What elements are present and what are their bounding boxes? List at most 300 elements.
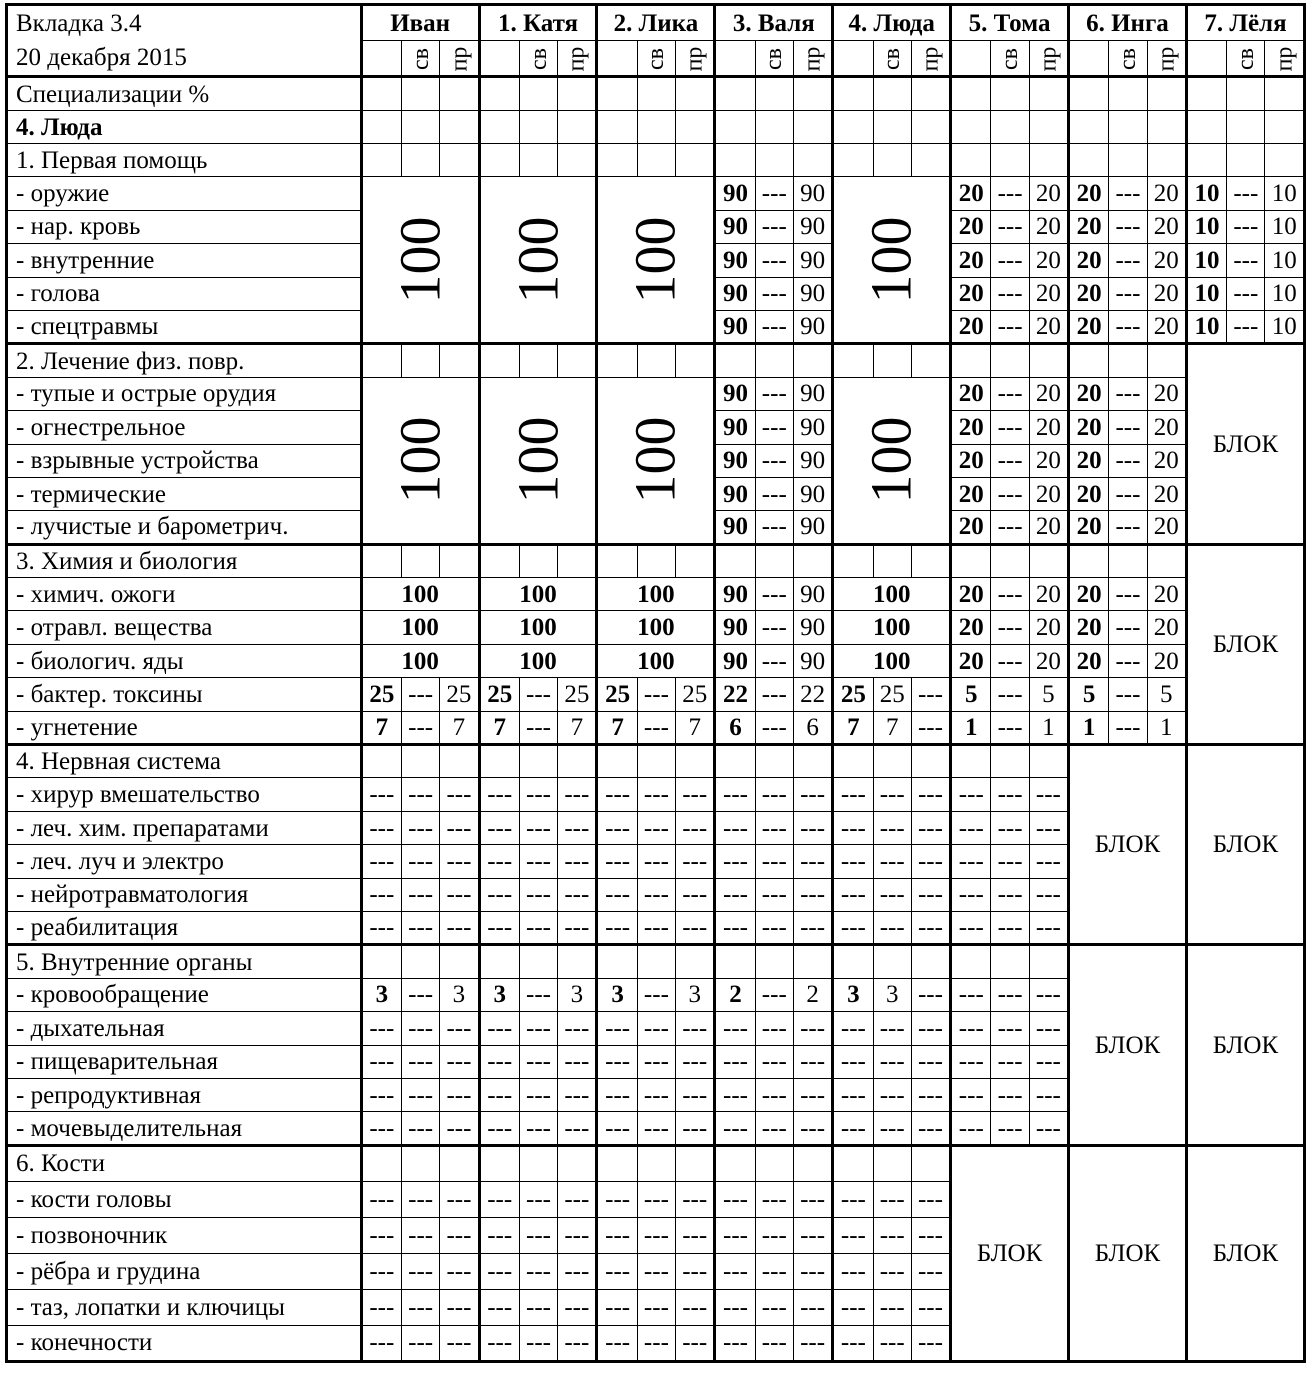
dash-cell: --- [873, 845, 911, 878]
subheader-pr [1029, 41, 1068, 77]
empty-cell [715, 544, 755, 577]
dash-cell: --- [1029, 1112, 1068, 1145]
dash-cell: --- [911, 778, 950, 811]
empty-cell [911, 945, 950, 978]
score-cell: --- [911, 711, 950, 744]
dash-cell: --- [755, 1325, 793, 1361]
empty-cell [597, 1145, 637, 1181]
dash-cell: --- [519, 778, 557, 811]
score-cell: 10 [1265, 277, 1305, 310]
empty-cell [402, 77, 440, 111]
full-score-value: 100 [505, 216, 571, 304]
score-cell: 7 [833, 711, 873, 744]
full-score-value: 100 [622, 216, 688, 304]
score-cell: --- [1109, 644, 1147, 677]
score-cell: --- [991, 711, 1029, 744]
score-cell: 20 [1069, 310, 1109, 343]
header-row-names [7, 5, 1305, 41]
dash-cell: --- [361, 911, 401, 944]
dash-cell: --- [597, 1045, 637, 1078]
dash-cell: --- [440, 845, 479, 878]
row-label: 4. Нервная система [7, 745, 362, 778]
score-cell: 25 [361, 678, 401, 711]
dash-cell: --- [833, 1325, 873, 1361]
empty-cell [991, 77, 1029, 111]
empty-cell [715, 1145, 755, 1181]
empty-cell [991, 344, 1029, 377]
dash-cell: --- [519, 1078, 557, 1111]
subheader-pr-label: пр [1035, 46, 1062, 71]
subheader-sv-label: св [761, 47, 788, 70]
dash-cell: --- [715, 778, 755, 811]
dash-cell: --- [911, 1289, 950, 1325]
dash-cell: --- [597, 811, 637, 844]
dash-cell: --- [479, 1012, 519, 1045]
dash-cell: --- [833, 1289, 873, 1325]
dash-cell: --- [676, 811, 715, 844]
row-label: - репродуктивная [7, 1078, 362, 1111]
score-cell: 20 [1029, 511, 1068, 544]
dash-cell: --- [597, 911, 637, 944]
dash-cell: --- [873, 911, 911, 944]
score-cell: --- [991, 644, 1029, 677]
row-label: - нейротравматология [7, 878, 362, 911]
empty-cell [793, 544, 832, 577]
score-cell: --- [755, 578, 793, 611]
dash-cell: --- [676, 1181, 715, 1217]
dash-cell: --- [519, 1253, 557, 1289]
dash-cell: --- [479, 1289, 519, 1325]
score-cell: 20 [1069, 210, 1109, 243]
score-cell: 20 [1147, 277, 1186, 310]
score-cell: 20 [1147, 578, 1186, 611]
dash-cell: --- [479, 911, 519, 944]
dash-cell: --- [597, 1253, 637, 1289]
full-score-value: 100 [505, 416, 571, 504]
dash-cell: --- [637, 978, 675, 1011]
score-cell: 90 [715, 578, 755, 611]
empty-cell [793, 1145, 832, 1181]
empty-cell [402, 945, 440, 978]
score-cell: --- [911, 678, 950, 711]
blocked-block: БЛОК [1186, 1145, 1304, 1361]
dash-cell: --- [402, 1181, 440, 1217]
dash-cell: --- [833, 778, 873, 811]
score-cell: --- [991, 477, 1029, 510]
empty-cell [715, 77, 755, 111]
row-label: - тупые и острые орудия [7, 377, 362, 410]
empty-cell [440, 544, 479, 577]
score-cell: 6 [793, 711, 832, 744]
score-cell: 20 [1147, 310, 1186, 343]
score-cell: 20 [951, 644, 991, 677]
score-cell: 20 [1069, 244, 1109, 277]
blocked-block: БЛОК [1069, 945, 1187, 1145]
score-cell: 90 [715, 477, 755, 510]
full-score-block [597, 177, 715, 344]
score-cell: --- [755, 444, 793, 477]
dash-cell: --- [440, 1289, 479, 1325]
empty-cell [361, 144, 401, 177]
score-cell: 3 [873, 978, 911, 1011]
dash-cell: --- [479, 845, 519, 878]
empty-cell [637, 945, 675, 978]
empty-cell [519, 1145, 557, 1181]
blocked-block: БЛОК [951, 1145, 1069, 1361]
subheader-sv [637, 41, 675, 77]
dash-cell: --- [793, 1112, 832, 1145]
empty-cell [991, 544, 1029, 577]
dash-cell: --- [1029, 778, 1068, 811]
row-label: 1. Первая помощь [7, 144, 362, 177]
dash-cell: --- [951, 911, 991, 944]
score-cell: 20 [1029, 210, 1068, 243]
score-cell: 90 [793, 210, 832, 243]
empty-cell [676, 111, 715, 144]
dash-cell: --- [637, 1045, 675, 1078]
dash-cell: --- [558, 778, 597, 811]
empty-cell [637, 544, 675, 577]
subheader-pr-label: пр [1271, 46, 1298, 71]
score-cell: --- [755, 477, 793, 510]
dash-cell: --- [991, 1045, 1029, 1078]
dash-cell: --- [637, 1217, 675, 1253]
score-cell: 20 [1069, 611, 1109, 644]
dash-cell: --- [558, 1078, 597, 1111]
score-cell: 90 [715, 210, 755, 243]
score-cell: --- [637, 678, 675, 711]
score-cell: 5 [1147, 678, 1186, 711]
empty-cell [637, 344, 675, 377]
row-label: - хирур вмешательство [7, 778, 362, 811]
dash-cell: --- [519, 1289, 557, 1325]
dash-cell: --- [911, 1181, 950, 1217]
dash-cell: --- [951, 1112, 991, 1145]
dash-cell: --- [402, 1112, 440, 1145]
score-cell: 90 [793, 444, 832, 477]
dash-cell: --- [873, 1325, 911, 1361]
dash-cell: --- [479, 1181, 519, 1217]
dash-cell: --- [873, 878, 911, 911]
dash-cell: --- [911, 1325, 950, 1361]
full-score-value: 100 [858, 216, 924, 304]
dash-cell: --- [558, 1181, 597, 1217]
dash-cell: --- [402, 1217, 440, 1253]
score-cell: --- [1109, 210, 1147, 243]
empty-cell [1147, 544, 1186, 577]
empty-cell [715, 111, 755, 144]
dash-cell: --- [440, 1078, 479, 1111]
dash-cell: --- [479, 811, 519, 844]
dash-cell: --- [873, 1217, 911, 1253]
empty-cell [519, 945, 557, 978]
empty-cell [1186, 77, 1226, 111]
empty-cell [873, 144, 911, 177]
blocked-block: БЛОК [1069, 1145, 1187, 1361]
dash-cell: --- [873, 1181, 911, 1217]
score-cell: 20 [951, 310, 991, 343]
dash-cell: --- [558, 1217, 597, 1253]
score-cell: --- [755, 511, 793, 544]
score-cell: 7 [558, 711, 597, 744]
dash-cell: --- [440, 1045, 479, 1078]
score-cell: 5 [1029, 678, 1068, 711]
table-row [7, 111, 1305, 144]
score-cell: 90 [793, 578, 832, 611]
column-header-person: 5. Тома [951, 5, 1069, 41]
full-score-block [361, 177, 479, 344]
blocked-block: БЛОК [1186, 945, 1304, 1145]
empty-cell [911, 745, 950, 778]
empty-cell [1109, 144, 1147, 177]
dash-cell: --- [755, 1289, 793, 1325]
score-cell: 90 [793, 244, 832, 277]
score-cell: 20 [1069, 644, 1109, 677]
dash-cell: --- [519, 811, 557, 844]
full-score-value: 100 [858, 416, 924, 504]
dash-cell: --- [715, 1078, 755, 1111]
score-cell: 2 [715, 978, 755, 1011]
empty-cell [1029, 544, 1068, 577]
row-label: - бактер. токсины [7, 678, 362, 711]
dash-cell: --- [833, 1181, 873, 1217]
score-cell: 10 [1186, 310, 1226, 343]
dash-cell: --- [676, 1045, 715, 1078]
table-row [7, 644, 1305, 677]
empty-cell [1186, 41, 1226, 77]
score-cell: 20 [1029, 644, 1068, 677]
dash-cell: --- [597, 1325, 637, 1361]
sheet-date: 20 декабря 2015 [7, 41, 362, 77]
empty-cell [558, 344, 597, 377]
empty-cell [1227, 111, 1265, 144]
score-cell: --- [1227, 310, 1265, 343]
full-score-cell: 100 [833, 578, 951, 611]
score-cell: --- [755, 210, 793, 243]
score-cell: 7 [479, 711, 519, 744]
empty-cell [833, 745, 873, 778]
score-cell: --- [755, 177, 793, 210]
score-cell: 20 [1029, 578, 1068, 611]
empty-cell [676, 544, 715, 577]
empty-cell [597, 111, 637, 144]
empty-cell [440, 144, 479, 177]
dash-cell: --- [597, 1078, 637, 1111]
empty-cell [402, 111, 440, 144]
dash-cell: --- [597, 1217, 637, 1253]
dash-cell: --- [402, 878, 440, 911]
dash-cell: --- [637, 1325, 675, 1361]
score-cell: 20 [1147, 210, 1186, 243]
score-cell: 20 [1147, 477, 1186, 510]
dash-cell: --- [558, 811, 597, 844]
score-cell: --- [991, 444, 1029, 477]
empty-cell [755, 144, 793, 177]
table-row [7, 945, 1305, 978]
dash-cell: --- [755, 1181, 793, 1217]
empty-cell [1265, 144, 1305, 177]
dash-cell: --- [479, 778, 519, 811]
row-label: 5. Внутренние органы [7, 945, 362, 978]
row-label: - отравл. вещества [7, 611, 362, 644]
empty-cell [558, 144, 597, 177]
score-cell: 20 [1147, 244, 1186, 277]
score-cell: 1 [1069, 711, 1109, 744]
row-label: 4. Люда [7, 111, 362, 144]
score-cell: 20 [951, 611, 991, 644]
score-cell: 20 [1029, 177, 1068, 210]
score-cell: 20 [951, 210, 991, 243]
full-score-value: 100 [622, 416, 688, 504]
dash-cell: --- [361, 1217, 401, 1253]
table-row [7, 578, 1305, 611]
empty-cell [715, 144, 755, 177]
dash-cell: --- [1029, 878, 1068, 911]
score-cell: --- [755, 711, 793, 744]
row-label: - позвоночник [7, 1217, 362, 1253]
empty-cell [755, 77, 793, 111]
dash-cell: --- [991, 1112, 1029, 1145]
score-cell: 20 [1147, 444, 1186, 477]
dash-cell: --- [519, 978, 557, 1011]
dash-cell: --- [402, 911, 440, 944]
dash-cell: --- [402, 978, 440, 1011]
dash-cell: --- [361, 1112, 401, 1145]
score-cell: --- [1109, 411, 1147, 444]
row-label: - угнетение [7, 711, 362, 744]
dash-cell: --- [991, 811, 1029, 844]
empty-cell [1265, 77, 1305, 111]
row-label: - кровообращение [7, 978, 362, 1011]
empty-cell [361, 1145, 401, 1181]
empty-cell [479, 544, 519, 577]
score-cell: 20 [1069, 377, 1109, 410]
score-cell: 20 [951, 277, 991, 310]
dash-cell: --- [991, 1078, 1029, 1111]
row-label: - взрывные устройства [7, 444, 362, 477]
score-cell: --- [991, 177, 1029, 210]
empty-cell [519, 77, 557, 111]
dash-cell: --- [1029, 1078, 1068, 1111]
dash-cell: --- [1029, 911, 1068, 944]
subheader-pr [440, 41, 479, 77]
row-label: Специализации % [7, 77, 362, 111]
score-cell: 20 [951, 444, 991, 477]
score-cell: --- [991, 678, 1029, 711]
score-cell: --- [1109, 244, 1147, 277]
dash-cell: --- [361, 845, 401, 878]
table-row [7, 377, 1305, 410]
score-cell: 20 [951, 477, 991, 510]
dash-cell: --- [402, 1045, 440, 1078]
empty-cell [793, 77, 832, 111]
dash-cell: --- [991, 1012, 1029, 1045]
score-cell: --- [1109, 444, 1147, 477]
dash-cell: --- [558, 1012, 597, 1045]
dash-cell: --- [873, 1045, 911, 1078]
score-cell: 10 [1186, 277, 1226, 310]
row-label: 6. Кости [7, 1145, 362, 1181]
table-row [7, 544, 1305, 577]
row-label: - кости головы [7, 1181, 362, 1217]
empty-cell [793, 111, 832, 144]
dash-cell: --- [440, 878, 479, 911]
dash-cell: --- [519, 1181, 557, 1217]
row-label: - реабилитация [7, 911, 362, 944]
dash-cell: --- [793, 911, 832, 944]
dash-cell: --- [793, 778, 832, 811]
score-cell: 90 [715, 244, 755, 277]
empty-cell [951, 144, 991, 177]
dash-cell: --- [951, 978, 991, 1011]
score-cell: 25 [597, 678, 637, 711]
score-cell: 90 [715, 511, 755, 544]
empty-cell [440, 1145, 479, 1181]
empty-cell [873, 1145, 911, 1181]
dash-cell: --- [597, 1181, 637, 1217]
dash-cell: --- [951, 778, 991, 811]
row-label: - химич. ожоги [7, 578, 362, 611]
score-cell: --- [755, 678, 793, 711]
empty-cell [873, 111, 911, 144]
table-row [7, 1145, 1305, 1181]
dash-cell: --- [793, 1181, 832, 1217]
score-cell: --- [519, 711, 557, 744]
empty-cell [597, 544, 637, 577]
subheader-pr-label: пр [445, 46, 472, 71]
blocked-block: БЛОК [1186, 544, 1304, 744]
full-score-block [361, 377, 479, 544]
score-cell: 90 [793, 477, 832, 510]
empty-cell [440, 111, 479, 144]
row-label: - таз, лопатки и ключицы [7, 1289, 362, 1325]
dash-cell: --- [676, 1112, 715, 1145]
score-cell: --- [1109, 511, 1147, 544]
dash-cell: --- [951, 1012, 991, 1045]
dash-cell: --- [440, 1012, 479, 1045]
dash-cell: --- [637, 878, 675, 911]
empty-cell [361, 41, 401, 77]
dash-cell: --- [519, 1012, 557, 1045]
full-score-block [597, 377, 715, 544]
empty-cell [715, 945, 755, 978]
empty-cell [402, 1145, 440, 1181]
empty-cell [1109, 544, 1147, 577]
dash-cell: --- [1029, 1045, 1068, 1078]
dash-cell: --- [402, 811, 440, 844]
score-cell: 3 [440, 978, 479, 1011]
score-cell: 90 [793, 411, 832, 444]
empty-cell [676, 344, 715, 377]
dash-cell: --- [1029, 811, 1068, 844]
empty-cell [637, 77, 675, 111]
dash-cell: --- [676, 878, 715, 911]
empty-cell [951, 544, 991, 577]
score-cell: 3 [597, 978, 637, 1011]
dash-cell: --- [873, 778, 911, 811]
dash-cell: --- [991, 778, 1029, 811]
score-cell: --- [991, 244, 1029, 277]
empty-cell [755, 344, 793, 377]
table-row [7, 678, 1305, 711]
score-cell: --- [755, 377, 793, 410]
table-row [7, 177, 1305, 210]
score-cell: --- [1227, 244, 1265, 277]
full-score-block [479, 377, 597, 544]
dash-cell: --- [715, 1217, 755, 1253]
empty-cell [911, 77, 950, 111]
column-header-person: Иван [361, 5, 479, 41]
